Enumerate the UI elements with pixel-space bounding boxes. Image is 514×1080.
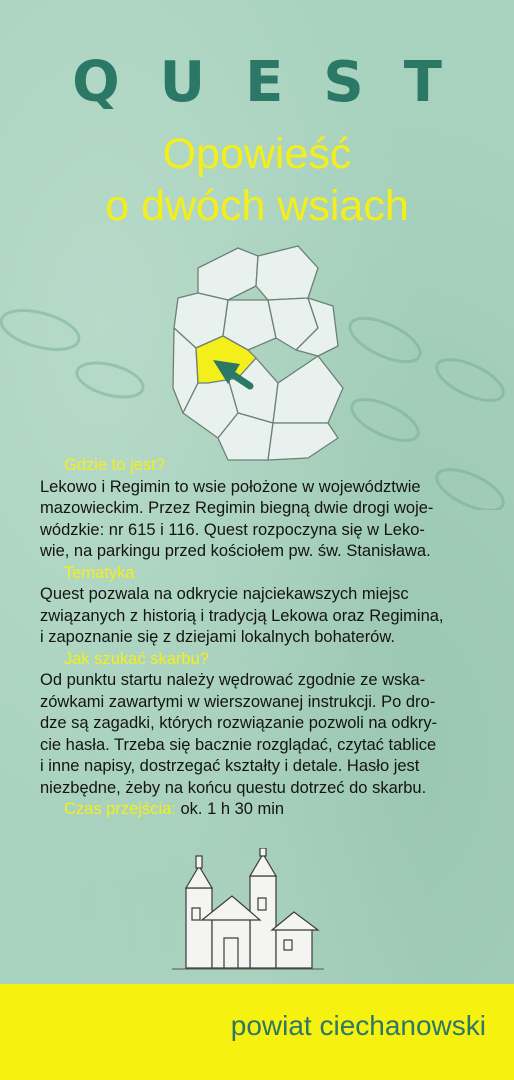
time-label: Czas przejścia: xyxy=(64,800,176,818)
paragraph-how xyxy=(40,670,458,799)
heading-topic: Tematyka xyxy=(64,563,135,582)
text-line: cie hasła. Trzeba się bacznie rozglądać, czytać tablice xyxy=(40,735,437,754)
description xyxy=(40,455,458,821)
text-line: wódzkie: nr 615 i 116. Quest rozpoczyna się w Leko- xyxy=(40,520,425,539)
text-line: związanych z historią i tradycją Lekowa oraz Regimina, xyxy=(40,606,444,625)
text-line: mazowieckim. Przez Regimin biegną dwie drogi woje- xyxy=(40,499,434,517)
section-how xyxy=(40,649,458,800)
subtitle-line-2: o dwóch wsiach xyxy=(105,182,409,230)
text-line: Quest pozwala na odkrycie najciekawszych miejsc xyxy=(40,585,409,603)
time-row xyxy=(40,799,458,821)
footer-text: powiat ciechanowski xyxy=(230,1010,486,1041)
time-value: ok. 1 h 30 min xyxy=(180,800,285,818)
section-topic xyxy=(40,563,458,649)
text-line: niezbędne, żeby na końcu questu dotrzeć do skarbu. xyxy=(40,778,427,797)
quest-title: QUEST xyxy=(72,50,482,115)
text-line: i zapoznanie się z dziejami lokalnych bohaterów. xyxy=(40,628,395,646)
footer xyxy=(0,984,514,1080)
text-line: zówkami zawartymi w wierszowanej instrukcji. Po dro- xyxy=(40,692,436,711)
text-line: wie, na parkingu przed kościołem pw. św. Stanisława. xyxy=(40,542,431,560)
paragraph-topic xyxy=(40,584,458,649)
church-illustration xyxy=(172,848,324,976)
text-line: Lekowo i Regimin to wsie położone w województwie xyxy=(40,477,421,496)
heading-where: Gdzie to jest? xyxy=(64,456,165,474)
text-line: Od punktu startu należy wędrować zgodnie ze wska- xyxy=(40,671,426,689)
subtitle-line-1: Opowieść xyxy=(162,130,352,178)
text-line: dze są zagadki, których rozwiązanie pozwoli na odkry- xyxy=(40,714,438,732)
subtitle xyxy=(0,128,514,232)
paragraph-where xyxy=(40,477,458,563)
region-map xyxy=(168,238,358,466)
heading-how: Jak szukać skarbu? xyxy=(64,649,209,668)
text-line: i inne napisy, dostrzegać kształty i detale. Hasło jest xyxy=(40,757,420,775)
section-where xyxy=(40,455,458,563)
